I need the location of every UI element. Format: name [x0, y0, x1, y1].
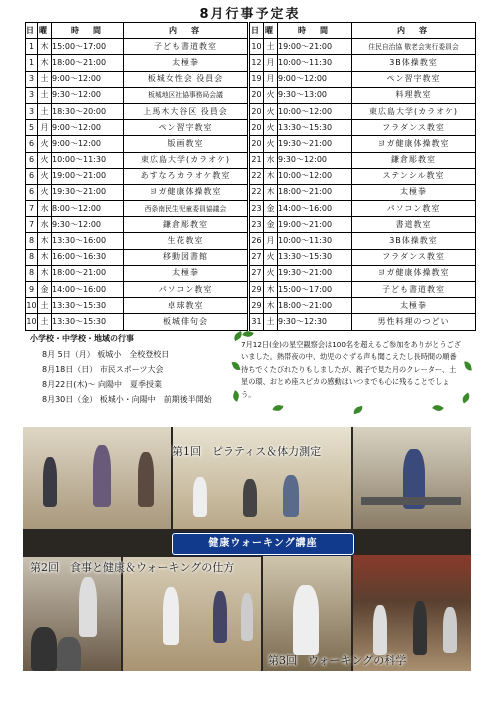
school-event-item: 8月 5日（月） 板城小 全校登校日 [42, 350, 170, 359]
time-cell: 18:00〜21:00 [278, 184, 352, 200]
content-cell: 太極拳 [352, 298, 476, 314]
content-cell: 書道教室 [352, 217, 476, 233]
weekday-cell: 火 [38, 184, 52, 200]
content-cell: 卓球教室 [124, 298, 248, 314]
day-cell: 8 [26, 265, 38, 281]
day-cell: 8 [26, 249, 38, 265]
table-row [250, 282, 476, 298]
leaf-decoration-icon [352, 406, 363, 414]
content-cell: 鎌倉彫教室 [124, 217, 248, 233]
day-cell: 31 [250, 314, 264, 330]
table-row [26, 233, 248, 249]
time-cell: 9:30〜13:00 [278, 87, 352, 103]
content-cell: 男性料理のつどい [352, 314, 476, 330]
day-cell: 7 [26, 201, 38, 217]
time-cell: 18:00〜21:00 [52, 55, 124, 71]
time-cell: 19:30〜21:00 [278, 265, 352, 281]
day-cell: 3 [26, 103, 38, 119]
content-cell: あすなろカラオケ教室 [124, 168, 248, 184]
header-day: 日 [250, 23, 264, 39]
content-cell: パソコン教室 [124, 282, 248, 298]
time-cell: 19:00〜21:00 [52, 168, 124, 184]
day-cell: 6 [26, 136, 38, 152]
day-cell: 21 [250, 152, 264, 168]
schedule-table-right [249, 22, 476, 331]
content-cell: 板城俳句会 [124, 314, 248, 330]
day-cell: 3 [26, 71, 38, 87]
day-cell: 6 [26, 152, 38, 168]
day-cell: 10 [26, 298, 38, 314]
weekday-cell: 月 [264, 71, 278, 87]
leaf-decoration-icon [231, 390, 240, 401]
table-row [26, 265, 248, 281]
header-weekday: 曜 [38, 23, 52, 39]
day-cell: 23 [250, 201, 264, 217]
content-cell: ヨガ健康体操教室 [352, 265, 476, 281]
time-cell: 13:30〜15:30 [52, 298, 124, 314]
content-cell: 子ども書道教室 [352, 282, 476, 298]
school-event-item: 8月30日（金） 板城小・向陽中 前期後半開始 [42, 395, 212, 404]
weekday-cell: 土 [264, 39, 278, 55]
table-row [26, 184, 248, 200]
time-cell: 13:30〜16:00 [52, 233, 124, 249]
star-watching-notice [233, 333, 473, 411]
table-row [250, 168, 476, 184]
content-cell: ヨガ健康体操教室 [352, 136, 476, 152]
content-cell: 子ども書道教室 [124, 39, 248, 55]
table-row [250, 103, 476, 119]
weekday-cell: 月 [264, 233, 278, 249]
weekday-cell: 金 [264, 217, 278, 233]
table-row [26, 314, 248, 330]
day-cell: 20 [250, 103, 264, 119]
header-content: 内 容 [352, 23, 476, 39]
weekday-cell: 月 [264, 55, 278, 71]
weekday-cell: 火 [264, 249, 278, 265]
day-cell: 1 [26, 39, 38, 55]
weekday-cell: 水 [38, 201, 52, 217]
content-cell: 鎌倉彫教室 [352, 152, 476, 168]
day-cell: 20 [250, 136, 264, 152]
content-cell: フラダンス教室 [352, 120, 476, 136]
weekday-cell: 火 [264, 87, 278, 103]
table-row [26, 249, 248, 265]
weekday-cell: 火 [38, 152, 52, 168]
time-cell: 10:00〜11:30 [52, 152, 124, 168]
weekday-cell: 木 [38, 249, 52, 265]
leaf-decoration-icon [242, 329, 253, 338]
table-row [26, 282, 248, 298]
day-cell: 27 [250, 265, 264, 281]
content-cell: ヨガ健康体操教室 [124, 184, 248, 200]
time-cell: 19:00〜21:00 [278, 39, 352, 55]
weekday-cell: 金 [264, 201, 278, 217]
time-cell: 13:30〜15:30 [278, 120, 352, 136]
time-cell: 14:00〜16:00 [278, 201, 352, 217]
day-cell: 3 [26, 87, 38, 103]
table-row [250, 39, 476, 55]
content-cell: 太極拳 [124, 265, 248, 281]
weekday-cell: 火 [264, 120, 278, 136]
table-row [26, 168, 248, 184]
day-cell: 7 [26, 217, 38, 233]
time-cell: 10:00〜11:30 [278, 233, 352, 249]
content-cell: 太極拳 [124, 55, 248, 71]
time-cell: 19:30〜21:00 [278, 136, 352, 152]
time-cell: 13:30〜15:30 [52, 314, 124, 330]
table-row [250, 152, 476, 168]
day-cell: 23 [250, 217, 264, 233]
weekday-cell: 土 [38, 298, 52, 314]
photo-fitness-test [353, 427, 471, 529]
time-cell: 14:00〜16:00 [52, 282, 124, 298]
day-cell: 29 [250, 282, 264, 298]
time-cell: 10:00〜11:30 [278, 55, 352, 71]
weekday-cell: 火 [38, 136, 52, 152]
day-cell: 19 [250, 71, 264, 87]
time-cell: 10:00〜12:00 [278, 168, 352, 184]
content-cell: フラダンス教室 [352, 249, 476, 265]
time-cell: 13:30〜15:30 [278, 249, 352, 265]
table-row [26, 87, 248, 103]
table-row [26, 55, 248, 71]
table-row [250, 217, 476, 233]
time-cell: 9:30〜12:30 [278, 314, 352, 330]
time-cell: 9:00〜12:00 [278, 71, 352, 87]
walking-course-banner: 健康ウォーキング講座 [172, 533, 354, 555]
table-row [250, 233, 476, 249]
header-content: 内 容 [124, 23, 248, 39]
page-title: 8月行事予定表 [199, 7, 301, 22]
table-row [26, 103, 248, 119]
day-cell: 12 [250, 55, 264, 71]
day-cell: 6 [26, 168, 38, 184]
table-row [250, 184, 476, 200]
weekday-cell: 水 [264, 152, 278, 168]
table-row [26, 39, 248, 55]
table-row [250, 120, 476, 136]
time-cell: 9:30〜12:00 [52, 87, 124, 103]
time-cell: 10:00〜12:00 [278, 103, 352, 119]
content-cell: 住民自治協 敬老会実行委員会 [352, 39, 476, 55]
day-cell: 9 [26, 282, 38, 298]
leaf-decoration-icon [464, 361, 472, 372]
leaf-decoration-icon [460, 392, 472, 403]
header-day: 日 [26, 23, 38, 39]
content-cell: ペン習字教室 [352, 71, 476, 87]
table-row [26, 71, 248, 87]
content-cell: パソコン教室 [352, 201, 476, 217]
time-cell: 9:30〜12:00 [52, 217, 124, 233]
header-time: 時 間 [52, 23, 124, 39]
weekday-cell: 木 [38, 55, 52, 71]
weekday-cell: 木 [38, 39, 52, 55]
time-cell: 15:00〜17:00 [52, 39, 124, 55]
content-cell: 生花教室 [124, 233, 248, 249]
weekday-cell: 木 [38, 233, 52, 249]
weekday-cell: 土 [38, 71, 52, 87]
leaf-decoration-icon [432, 403, 444, 413]
weekday-cell: 木 [264, 184, 278, 200]
table-row [250, 55, 476, 71]
table-row [250, 136, 476, 152]
session2-caption: 第2回 食事と健康＆ウォーキングの仕方 [30, 561, 235, 574]
weekday-cell: 土 [264, 314, 278, 330]
time-cell: 15:00〜17:00 [278, 282, 352, 298]
school-event-item: 8月22日(木)〜 向陽中 夏季授業 [42, 380, 163, 389]
content-cell: 太極拳 [352, 184, 476, 200]
content-cell: 西条南民生児童委員協議会 [124, 201, 248, 217]
weekday-cell: 木 [264, 168, 278, 184]
time-cell: 18:00〜21:00 [278, 298, 352, 314]
weekday-cell: 火 [38, 168, 52, 184]
table-row [26, 136, 248, 152]
time-cell: 18:00〜21:00 [52, 265, 124, 281]
session1-caption: 第1回 ピラティス＆体力測定 [172, 445, 322, 458]
time-cell: 19:00〜21:00 [278, 217, 352, 233]
weekday-cell: 木 [264, 282, 278, 298]
leaf-decoration-icon [231, 360, 240, 371]
table-row [26, 298, 248, 314]
header-weekday: 曜 [264, 23, 278, 39]
table-row [250, 71, 476, 87]
weekday-cell: 土 [38, 314, 52, 330]
time-cell: 9:00〜12:00 [52, 136, 124, 152]
day-cell: 10 [250, 39, 264, 55]
session3-caption: 第3回 ウォーキングの科学 [268, 654, 407, 667]
day-cell: 20 [250, 87, 264, 103]
weekday-cell: 木 [264, 298, 278, 314]
weekday-cell: 木 [38, 265, 52, 281]
weekday-cell: 土 [38, 87, 52, 103]
notice-text: 7月12日(金)の星空観察会は100名を超えるご参加をありがとうございました。熱帯夜の中、幼児のぐずる声も聞こえたし長時間の順番待ちでくたびれたりもしましたが、親子で見た月のクレーター、土星の環、おとめ座スピカの感動はいつまでも心に残ることでしょう。 [241, 340, 461, 399]
time-cell: 16:00〜16:30 [52, 249, 124, 265]
day-cell: 26 [250, 233, 264, 249]
time-cell: 18:30〜20:00 [52, 103, 124, 119]
content-cell: 料理教室 [352, 87, 476, 103]
content-cell: 3B体操教室 [352, 233, 476, 249]
time-cell: 9:00〜12:00 [52, 120, 124, 136]
photo-pilates-1 [23, 427, 171, 529]
table-row [26, 201, 248, 217]
table-row [26, 120, 248, 136]
table-row [250, 314, 476, 330]
day-cell: 20 [250, 120, 264, 136]
school-events [30, 333, 230, 409]
table-row [26, 217, 248, 233]
table-row [250, 298, 476, 314]
weekday-cell: 火 [264, 103, 278, 119]
leaf-decoration-icon [273, 404, 284, 412]
school-event-item: 8月18日（日） 市民スポーツ大会 [42, 365, 164, 374]
content-cell: 東広島大学(カラオケ) [124, 152, 248, 168]
table-row [250, 87, 476, 103]
time-cell: 9:30〜12:00 [278, 152, 352, 168]
content-cell: 上馬木大谷区 役員会 [124, 103, 248, 119]
time-cell: 9:00〜12:00 [52, 71, 124, 87]
content-cell: 板城地区社協事務局会議 [124, 87, 248, 103]
content-cell: ペン習字教室 [124, 120, 248, 136]
table-row [26, 152, 248, 168]
day-cell: 1 [26, 55, 38, 71]
content-cell: 3B体操教室 [352, 55, 476, 71]
content-cell: 板城女性会 役員会 [124, 71, 248, 87]
content-cell: 版画教室 [124, 136, 248, 152]
time-cell: 19:30〜21:00 [52, 184, 124, 200]
day-cell: 27 [250, 249, 264, 265]
day-cell: 22 [250, 168, 264, 184]
day-cell: 5 [26, 120, 38, 136]
weekday-cell: 火 [264, 265, 278, 281]
schedule-table-left [25, 22, 248, 331]
time-cell: 8:00〜12:00 [52, 201, 124, 217]
day-cell: 8 [26, 233, 38, 249]
day-cell: 6 [26, 184, 38, 200]
content-cell: 移動図書館 [124, 249, 248, 265]
day-cell: 22 [250, 184, 264, 200]
day-cell: 10 [26, 314, 38, 330]
weekday-cell: 金 [38, 282, 52, 298]
day-cell: 29 [250, 298, 264, 314]
weekday-cell: 土 [38, 103, 52, 119]
table-row [250, 249, 476, 265]
table-row [250, 201, 476, 217]
content-cell: ステンシル教室 [352, 168, 476, 184]
school-events-heading: 小学校・中学校・地域の行事 [30, 334, 134, 343]
weekday-cell: 火 [264, 136, 278, 152]
weekday-cell: 月 [38, 120, 52, 136]
content-cell: 東広島大学(カラオケ) [352, 103, 476, 119]
header-time: 時 間 [278, 23, 352, 39]
table-row [250, 265, 476, 281]
weekday-cell: 水 [38, 217, 52, 233]
